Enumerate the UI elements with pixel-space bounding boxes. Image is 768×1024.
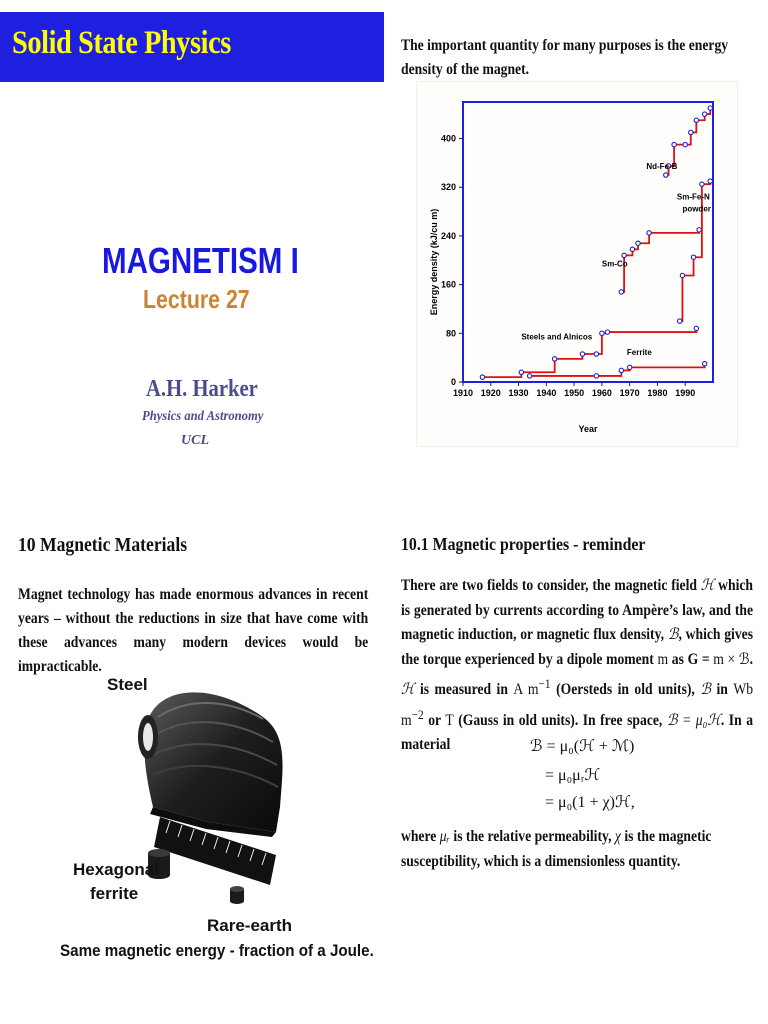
data-point: [619, 290, 623, 294]
data-point: [627, 365, 631, 369]
chart-annotation: Steels and Alnicos: [521, 332, 593, 342]
x-tick-label: 1970: [619, 388, 640, 398]
series-line-1: [530, 364, 705, 376]
data-point: [708, 179, 712, 183]
data-point: [677, 319, 681, 323]
label-steel: Steel: [107, 675, 148, 694]
x-tick-label: 1930: [508, 388, 529, 398]
x-tick-label: 1980: [647, 388, 668, 398]
label-ferrite: ferrite: [90, 884, 139, 903]
equation-line-1: ℬ = μ₀(ℋ + ℳ): [530, 738, 635, 755]
data-point: [622, 253, 626, 257]
y-tick-label: 320: [440, 182, 456, 193]
data-point: [636, 241, 640, 245]
data-point: [580, 352, 584, 356]
energy-density-chart: [417, 82, 737, 446]
y-tick-label: 400: [440, 133, 456, 144]
data-point: [700, 182, 704, 186]
data-point: [664, 173, 668, 177]
data-point: [694, 118, 698, 122]
chart-annotation: powder: [682, 204, 711, 214]
chart-svg: [417, 82, 737, 446]
data-point: [519, 370, 523, 374]
data-point: [680, 273, 684, 277]
data-point: [527, 374, 531, 378]
symbol-H: ℋ: [700, 577, 715, 594]
section-10-1-heading: 10.1 Magnetic properties - reminder: [401, 534, 646, 554]
section-10-heading: 10 Magnetic Materials: [18, 534, 188, 556]
lecture-title: MAGNETISM I: [102, 240, 299, 281]
x-tick-label: 1920: [480, 388, 501, 398]
data-point: [600, 331, 604, 335]
symbol-B: ℬ: [667, 626, 679, 643]
photo-caption: Same magnetic energy - fraction of a Joule.: [60, 942, 374, 960]
data-point: [702, 112, 706, 116]
x-tick-label: 1960: [591, 388, 612, 398]
y-tick-label: 0: [450, 377, 456, 387]
data-point: [702, 362, 706, 366]
data-point: [630, 247, 634, 251]
x-axis-label: Year: [578, 424, 598, 434]
author-name: A.H. Harker: [146, 376, 258, 402]
label-hexagonal: Hexagonal: [73, 860, 159, 879]
chart-annotation: Sm-Fe-N: [676, 192, 710, 202]
series-line-2: [621, 230, 699, 292]
section-10-1-after: where μᵣ is the relative permeability, χ is the magnetic susceptibility, which is a dimensionless quantity.: [401, 828, 712, 870]
equation-line-3: = μ₀(1 + χ)ℋ,: [545, 794, 635, 811]
data-point: [647, 231, 651, 235]
data-point: [683, 142, 687, 146]
data-point: [605, 330, 609, 334]
data-point: [480, 375, 484, 379]
department: Physics and Astronomy: [142, 409, 264, 424]
intro-paragraph: The important quantity for many purposes is the energy density of the magnet.: [401, 37, 729, 78]
data-point: [552, 357, 556, 361]
data-point: [708, 106, 712, 110]
series-line-4: [680, 181, 711, 321]
chart-annotation: Ferrite: [626, 348, 652, 358]
section-10-body: Magnet technology has made enormous advances in recent years – without the reductions in size that have come with these advances many modern devices would be impracticable.: [18, 586, 369, 675]
y-axis-label: Energy density (kJ/cu m): [429, 208, 439, 316]
university: UCL: [181, 433, 209, 448]
label-rare-earth: Rare-earth: [207, 916, 293, 935]
x-tick-label: 1910: [452, 388, 474, 398]
chart-annotation: Nd-Fe-B: [646, 161, 678, 171]
banner-title: Solid State Physics: [12, 25, 231, 61]
data-point: [619, 368, 623, 372]
lecture-number: Lecture 27: [143, 284, 250, 314]
y-tick-label: 160: [440, 279, 456, 290]
x-tick-label: 1990: [675, 388, 696, 398]
data-point: [672, 142, 676, 146]
data-point: [694, 326, 698, 330]
section-10-1-body: There are two fields to consider, the magnetic field ℋ which is generated by currents according to Ampère’s law, and the magnetic induction, or magnetic flux density, ℬ, which gives the torque experienced by a dipole moment m as G = m × ℬ. ℋ is measured in A $m^{-1}$ (Oersteds in old units), ℬ in Wb $m^{-2}$ or T (Gauss in old units). In free space, ℬ = μ₀ℋ. In a material: [401, 577, 754, 754]
chart-annotation: Sm-Co: [601, 259, 628, 269]
data-point: [691, 255, 695, 259]
rare-earth-magnet-icon: [230, 886, 244, 904]
data-point: [689, 130, 693, 134]
y-tick-label: 240: [440, 230, 456, 241]
data-point: [697, 228, 701, 232]
equation-line-2: = μ₀μᵣℋ: [545, 767, 601, 784]
data-point: [594, 352, 598, 356]
y-tick-label: 80: [445, 328, 456, 339]
x-tick-label: 1950: [564, 388, 585, 398]
x-tick-label: 1940: [536, 388, 557, 398]
data-point: [594, 374, 598, 378]
steel-magnet-icon: [138, 692, 283, 837]
